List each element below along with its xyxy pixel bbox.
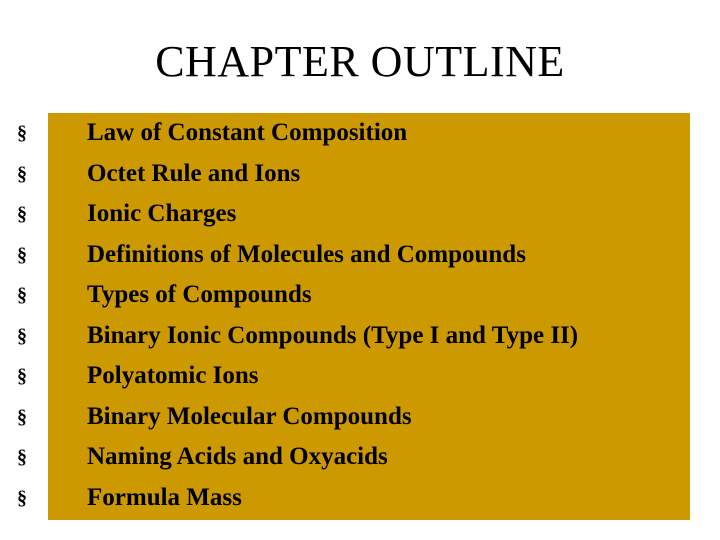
bullet-icon: § — [17, 243, 27, 266]
outline-item — [0, 275, 720, 316]
bullet-icon: § — [17, 486, 27, 509]
outline-item-label: Polyatomic Ions — [87, 362, 259, 389]
outline-item — [0, 356, 720, 397]
slide-title: CHAPTER OUTLINE — [155, 37, 565, 86]
outline-item — [0, 113, 720, 154]
bullet-icon: § — [17, 122, 27, 144]
outline-item-label: Ionic Charges — [87, 200, 237, 227]
bullet-icon: § — [17, 365, 27, 387]
bullet-icon: § — [17, 324, 27, 347]
outline-item-label: Binary Molecular Compounds — [87, 402, 412, 430]
outline-item-label: Octet Rule and Ions — [87, 159, 301, 187]
outline-item — [0, 154, 720, 195]
outline-item-label: Naming Acids and Oxyacids — [87, 443, 388, 470]
outline-item — [0, 316, 720, 357]
bullet-icon: § — [17, 203, 27, 225]
outline-item-label: Binary Ionic Compounds (Type I and Type II) — [87, 321, 579, 349]
outline-item-label: Law of Constant Composition — [87, 119, 408, 146]
outline-item — [0, 194, 720, 235]
bullet-icon: § — [17, 162, 27, 185]
outline-item-label: Formula Mass — [87, 483, 242, 511]
bullet-icon: § — [17, 284, 27, 306]
outline-list — [0, 113, 720, 518]
outline-item — [0, 437, 720, 478]
outline-item-label: Types of Compounds — [87, 281, 312, 308]
outline-item — [0, 397, 720, 438]
outline-item — [0, 235, 720, 276]
bullet-icon: § — [17, 446, 27, 468]
outline-item — [0, 478, 720, 519]
bullet-icon: § — [17, 405, 27, 428]
outline-item-label: Definitions of Molecules and Compounds — [87, 240, 526, 268]
